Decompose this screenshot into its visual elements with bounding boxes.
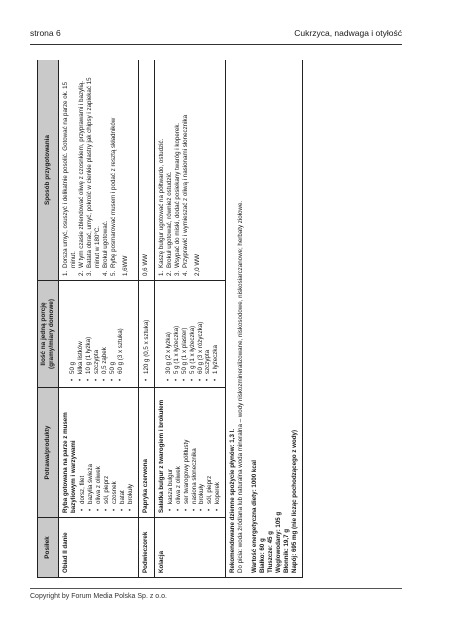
ingredient: • czosnek (111, 392, 119, 504)
ingredient: • sól, pieprz (103, 392, 111, 504)
dish-name: Sałatka bulgur z twarogiem i brokułem (157, 399, 165, 513)
step: 1. Kaszę bulgur ugotować na półtwardo, ostudzić. (157, 138, 165, 276)
ingredient: • ser twarogowy półtłusty (183, 392, 191, 504)
fluid-note: Do picia: woda źródlana lub naturalna woda mineralna – wody niskozmineralizowane, niskosodowe, niskosiarczanowe; herbaty ziołowe. (237, 200, 245, 573)
amount: • 10 g (1 łyżka) (85, 285, 93, 374)
table-row (59, 60, 138, 578)
ingredient: • bazylia świeża (87, 392, 95, 504)
amount-cell (59, 281, 138, 388)
meal-name: Obiad II danie (59, 518, 138, 578)
ingredient: • batat (119, 392, 127, 504)
ingredient: • kasza bulgur (167, 392, 175, 504)
preparation-steps (62, 64, 118, 276)
preparation-cell (59, 60, 138, 281)
amount: • 0,5 ząbek (101, 285, 109, 374)
amount: • 120 g (0,5 x sztuka) (143, 285, 151, 374)
step: 4. Brokuł ugotować. (102, 220, 110, 276)
ingredient: • nasiona słonecznika (191, 392, 199, 504)
ingredient: • brokuły (127, 392, 135, 504)
column-header-preparation: Sposób przygotowania (38, 60, 59, 281)
dish-cell (154, 388, 226, 518)
amount: • 50 g (69, 285, 77, 374)
table-row (138, 60, 154, 578)
column-header-meal: Posiłek (38, 518, 59, 578)
step: 4. Przyprawić i wymieszać z oliwą i nasionami słonecznika (181, 114, 189, 276)
fluid-recommendation: Rekomendowane dzienne spożycie płynów: 1,3 l. (229, 428, 237, 573)
amount: • 60 g (3 x sztuka) (117, 285, 125, 374)
amount: • 50 g (109, 285, 117, 374)
step: 5. Rybę posmarować musem i podać z resztą składników (110, 117, 117, 276)
amount: • kilka listków (77, 285, 85, 374)
amount: • 30 g (2 x łyżka) (165, 285, 173, 374)
amount-cell (138, 281, 154, 388)
exchange-value: 2,0 WW (193, 253, 201, 276)
amount: • 5 g (1 x łyżeczka) (189, 285, 197, 374)
ingredient: • sól, pieprz (206, 392, 214, 504)
step: 2. Brokuł ugotować, również ostudzić. (165, 171, 173, 276)
table-row (154, 60, 226, 578)
preparation-cell (154, 60, 226, 281)
ingredient: • koperek (214, 392, 222, 504)
step: 2. W tym czasie zblendować oliwę z czosnkiem, przyprawami i bazylią. (78, 80, 86, 276)
page-number: strona 6 (30, 28, 61, 38)
fat-value: Tłuszcze: 45 g (267, 531, 274, 573)
amount-cell (154, 281, 226, 388)
sodium-value: Napój: 695 mg (nie licząc pochodzącego z wody) (290, 429, 298, 573)
page-header (30, 28, 402, 45)
exchange-value: 0,6 WW (138, 60, 154, 281)
ingredient-list (167, 392, 223, 513)
book-title: Cukrzyca, nadwaga i otyłość (294, 28, 402, 38)
step: 1. Dorsza umyć, osuszyć i delikatnie posolić. Gotować na parze ok. 15 minut. (62, 81, 78, 276)
dish-cell (59, 388, 138, 518)
column-header-amount: Ilość na jedną porcję (gramy/miary domowe) (38, 281, 59, 388)
ingredient: • dorsz, filet (79, 392, 87, 504)
amount-list (143, 285, 151, 383)
ingredient: • oliwa z oliwek (175, 392, 183, 504)
preparation-steps (158, 64, 190, 276)
amount: • szczypta (93, 285, 101, 374)
amount-list (165, 285, 221, 383)
amount: • 5 g (1 x łyżeczka) (173, 285, 181, 374)
amount: • szczypta (204, 285, 212, 374)
amount: • 60 g (3 x różyczka) (197, 285, 205, 374)
protein-value: Białko: 60 g (259, 538, 267, 573)
ingredient: • brokuły (198, 392, 206, 504)
ingredient-list (79, 392, 135, 513)
summary-cell (226, 60, 303, 578)
table-header-row (38, 60, 59, 578)
footer-divider (30, 588, 402, 589)
meal-name: Kolacja (154, 518, 226, 578)
copyright-footer: Copyright by Forum Media Polska Sp. z o.o. (30, 593, 167, 600)
step: 3. Wsypać do miski, dodać posiekany twaróg i koperek. (173, 122, 181, 276)
column-header-dish: Potrawa/produkty (38, 388, 59, 518)
dish-name: Ryba gotowana na parze z musem bazyliowym i warzywami (62, 412, 78, 513)
amount-list (69, 285, 125, 383)
summary-row (226, 60, 303, 578)
fiber-value: Błonnik: 19,7 g (282, 528, 290, 573)
meal-name: Podwieczorek (138, 518, 154, 578)
rotated-table-container (37, 60, 407, 578)
carbs-value: Węglowodany: 105 g (274, 511, 282, 573)
meal-plan-table (37, 60, 303, 578)
step: 3. Batata obrać, umyć, pokroić w cienkie plastry jak chipsy i zapiekać 15 minut w 180°C. (86, 77, 102, 276)
dish-name: Papryka czerwona (138, 388, 154, 518)
amount: • 1 łyżeczka (212, 285, 220, 374)
amount: • 50 g (1 x plaster) (181, 285, 189, 374)
table-area (37, 60, 407, 578)
energy-value: Wartość energetyczna diety: 1000 kcal (251, 460, 259, 573)
exchange-value: 1,6WW (121, 255, 129, 276)
ingredient: • oliwa z oliwek (95, 392, 103, 504)
